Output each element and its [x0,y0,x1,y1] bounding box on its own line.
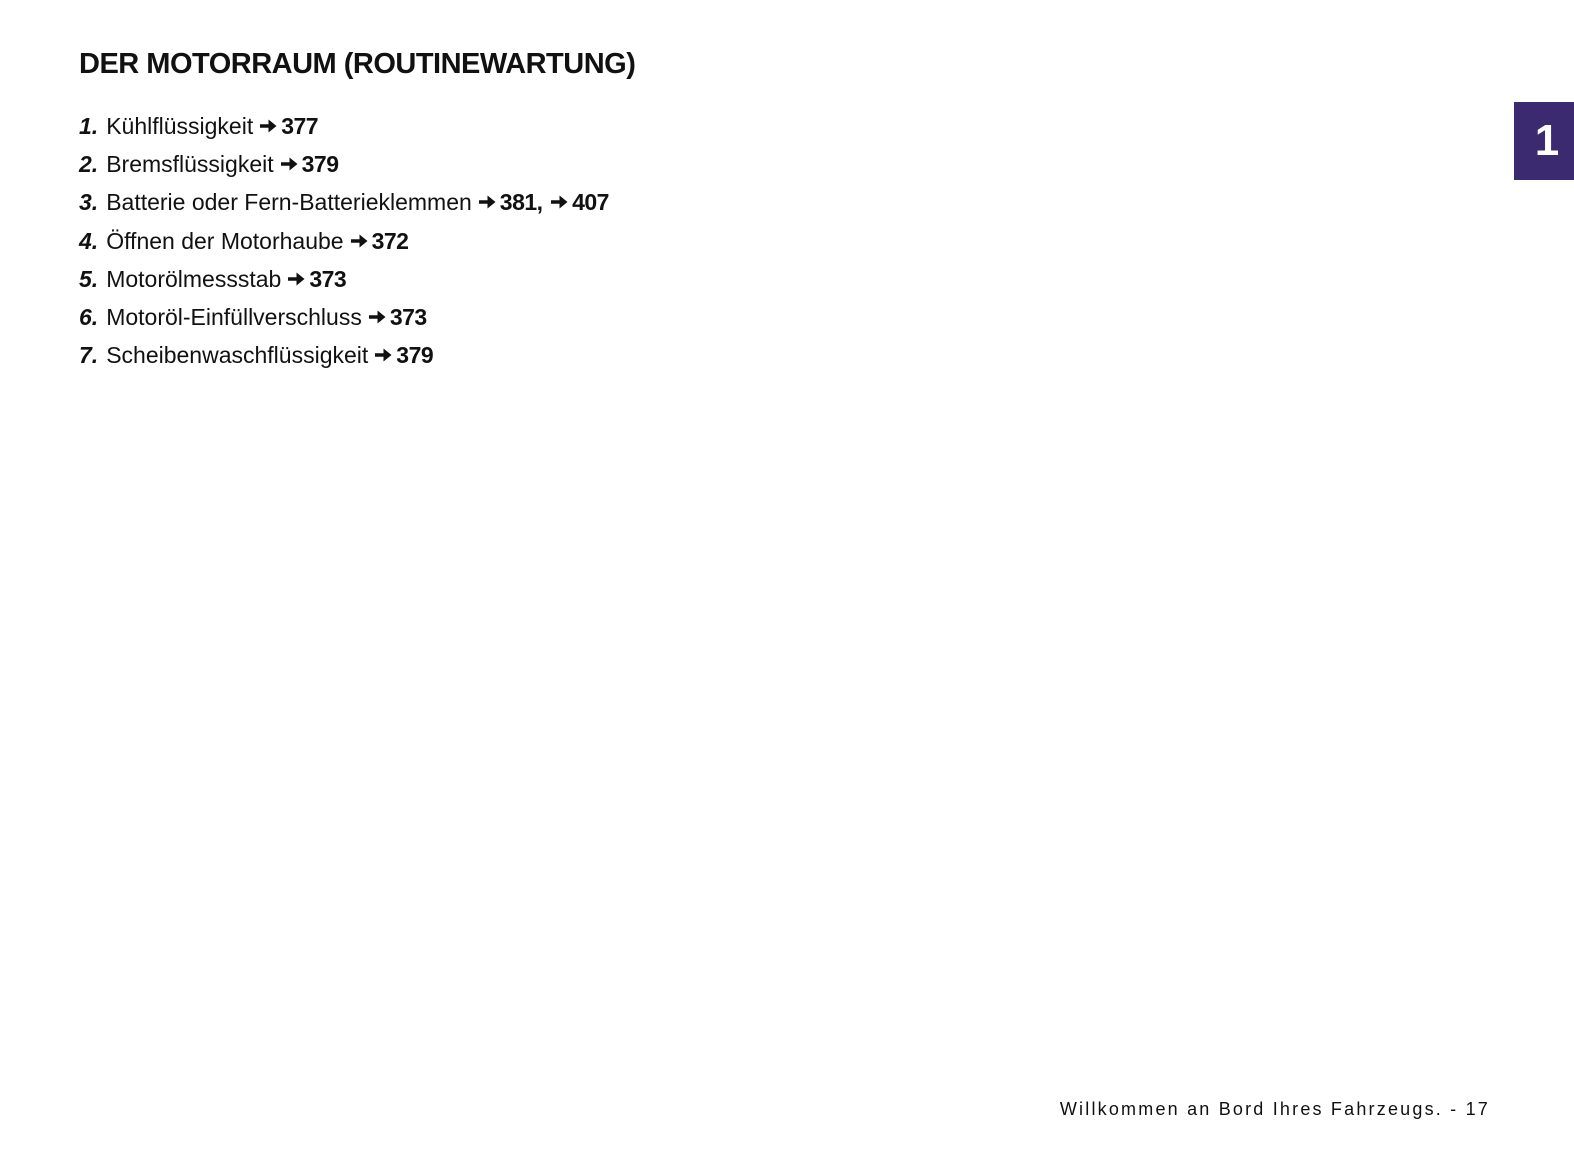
list-item [79,222,609,260]
item-label: Bremsflüssigkeit [106,151,274,178]
arrow-right-icon [367,307,387,327]
list-item [79,183,609,221]
reference-separator: , [536,189,544,216]
list-item [79,298,609,336]
page-title: DER MOTORRAUM (ROUTINEWARTUNG) [79,48,636,80]
arrow-right-icon [279,154,299,174]
page-reference-link[interactable]: 407 [572,189,609,216]
component-list [79,107,609,374]
page-reference-link[interactable]: 379 [396,342,434,369]
chapter-tab[interactable]: 1 [1514,102,1574,180]
arrow-right-icon [549,192,569,212]
item-number: 3. [79,189,99,216]
item-number: 1. [79,113,99,140]
item-number: 4. [79,227,99,254]
page-reference-link[interactable]: 381 [499,189,537,216]
arrow-right-icon [258,116,278,136]
item-number: 2. [79,151,99,178]
item-number: 7. [79,342,99,369]
page-reference-link[interactable]: 379 [301,151,339,178]
list-item [79,336,609,374]
arrow-right-icon [286,269,306,289]
item-label: Motoröl-Einfüllverschluss [106,304,362,331]
item-label: Scheibenwaschflüssigkeit [106,342,369,369]
page-reference-link[interactable]: 373 [389,304,427,331]
page-reference-link[interactable]: 377 [281,113,319,140]
item-number: 6. [79,304,99,331]
item-label: Kühlflüssigkeit [106,113,254,140]
item-label: Batterie oder Fern-Batterieklemmen [106,189,472,216]
list-item [79,260,609,298]
arrow-right-icon [373,345,393,365]
page-footer: Willkommen an Bord Ihres Fahrzeugs. - 17 [1059,1099,1490,1119]
page-reference-link[interactable]: 373 [309,265,347,292]
item-label: Motorölmessstab [106,265,282,292]
list-item [79,145,609,183]
page-reference-link[interactable]: 372 [371,227,409,254]
arrow-right-icon [477,192,497,212]
list-item [79,107,609,145]
item-label: Öffnen der Motorhaube [106,227,344,254]
item-number: 5. [79,265,99,292]
arrow-right-icon [349,231,369,251]
